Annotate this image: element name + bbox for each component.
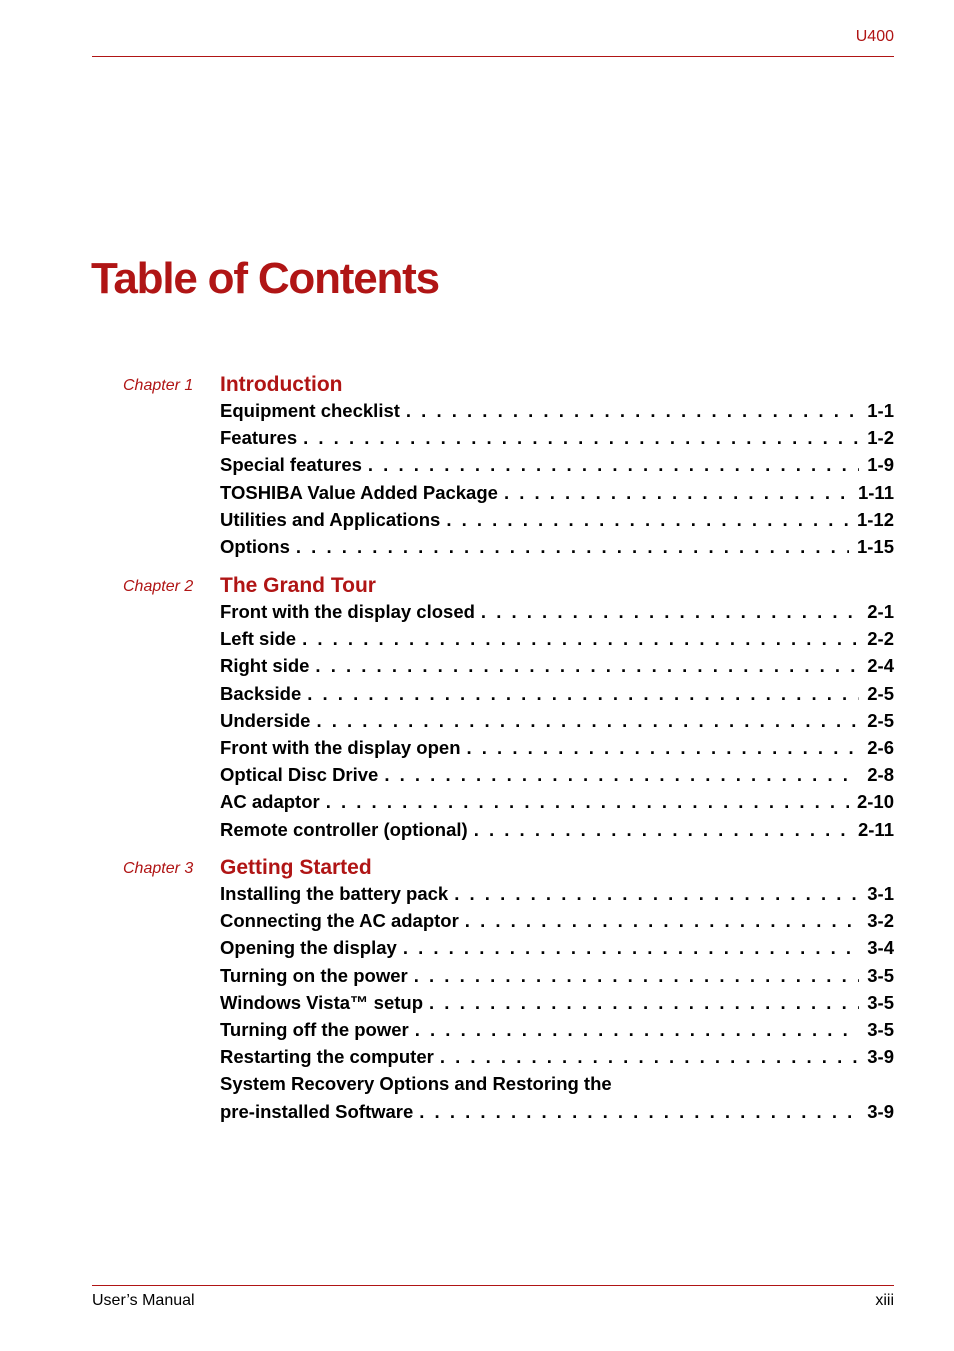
entry-list <box>220 400 894 563</box>
chapter-title[interactable]: The Grand Tour <box>220 574 376 597</box>
footer-manual-label: User’s Manual <box>92 1292 195 1309</box>
toc-page-number: 1-1 <box>867 400 894 421</box>
toc-entry-text: pre-installed Software <box>220 1100 414 1122</box>
chapter-label: Chapter 3 <box>123 860 194 877</box>
toc-entry[interactable] <box>220 737 894 764</box>
toc-entry-line[interactable]: System Recovery Options and Restoring the <box>220 1073 612 1095</box>
dot-leader <box>303 427 859 449</box>
toc-page-number: 2-2 <box>867 628 894 650</box>
toc-entry[interactable] <box>220 992 894 1019</box>
toc-entry[interactable] <box>220 883 894 910</box>
toc-entry[interactable] <box>220 710 894 737</box>
toc-entry-text: Windows Vista™ setup <box>220 991 424 1013</box>
header-rule <box>92 56 894 57</box>
toc-page-number: 2-5 <box>867 682 894 704</box>
toc-entry-text: Backside <box>220 682 302 704</box>
toc-page-number: 2-8 <box>867 764 894 786</box>
toc-entry-text: Features <box>220 427 298 449</box>
toc-page-number: 3-9 <box>867 1046 894 1068</box>
toc-page-number: 1-11 <box>857 481 894 503</box>
toc-entry[interactable] <box>220 655 894 682</box>
toc-page-number: 2-1 <box>867 601 894 622</box>
toc-entry[interactable] <box>220 937 894 964</box>
dot-leader <box>384 764 859 786</box>
toc-entry[interactable] <box>220 509 894 536</box>
dot-leader <box>474 819 850 841</box>
toc-entry[interactable] <box>220 683 894 710</box>
dot-leader <box>403 937 859 959</box>
toc-entry-text: Turning off the power <box>220 1018 409 1040</box>
dot-leader <box>406 400 859 422</box>
toc-entry-text: Underside <box>220 709 311 731</box>
dot-leader <box>481 601 859 623</box>
toc-page-number: 2-5 <box>867 709 894 731</box>
toc-entry-text: Equipment checklist <box>220 400 400 421</box>
dot-leader <box>429 992 859 1014</box>
toc-entry-text: Installing the battery pack <box>220 883 449 904</box>
dot-leader <box>467 737 860 759</box>
toc-page-number: 2-6 <box>867 736 894 758</box>
toc-entry-text: Left side <box>220 628 297 650</box>
entry-list <box>220 883 894 1128</box>
header-model: U400 <box>855 28 894 45</box>
toc-entry[interactable] <box>220 910 894 937</box>
toc-page-number: 3-5 <box>867 1018 894 1040</box>
dot-leader <box>316 710 859 732</box>
toc-page-number: 1-9 <box>867 454 894 476</box>
toc-entry-text: Front with the display closed <box>220 601 475 622</box>
chapter-label: Chapter 2 <box>123 578 194 595</box>
toc-entry-text: Opening the display <box>220 937 397 959</box>
toc-entry[interactable] <box>220 1046 894 1073</box>
toc-entry[interactable] <box>220 628 894 655</box>
toc-entry[interactable] <box>220 764 894 791</box>
dot-leader <box>302 628 859 650</box>
toc-entry-text: Turning on the power <box>220 964 408 986</box>
toc-page-number: 2-11 <box>857 818 894 840</box>
toc-page-number: 3-4 <box>867 937 894 959</box>
entry-list <box>220 601 894 846</box>
toc-page-number: 3-5 <box>867 964 894 986</box>
footer-rule <box>92 1285 894 1286</box>
toc-entry-text: Front with the display open <box>220 736 461 758</box>
chapter-title[interactable]: Introduction <box>220 373 343 396</box>
toc-entry[interactable] <box>220 536 894 563</box>
toc-page-number: 2-10 <box>856 791 894 813</box>
dot-leader <box>415 1019 860 1041</box>
dot-leader <box>307 683 859 705</box>
toc-page-number: 2-4 <box>867 655 894 677</box>
toc-entry[interactable] <box>220 819 894 846</box>
dot-leader <box>440 1046 859 1068</box>
toc-entry-text: Optical Disc Drive <box>220 764 379 786</box>
toc-entry-text: Connecting the AC adaptor <box>220 910 459 932</box>
toc-page-number: 3-1 <box>867 883 894 904</box>
chapter-title[interactable]: Getting Started <box>220 856 372 879</box>
toc-page-number: 3-2 <box>867 910 894 932</box>
toc-entry-text: Utilities and Applications <box>220 508 441 530</box>
dot-leader <box>315 655 859 677</box>
toc-entry-text: Remote controller (optional) <box>220 818 468 840</box>
dot-leader <box>326 791 849 813</box>
toc-entry[interactable] <box>220 400 894 427</box>
dot-leader <box>465 910 859 932</box>
toc-entry-text: TOSHIBA Value Added Package <box>220 481 498 503</box>
toc-entry[interactable] <box>220 1101 894 1128</box>
dot-leader <box>368 454 859 476</box>
toc-page-number: 1-15 <box>856 535 894 557</box>
dot-leader <box>414 965 860 987</box>
dot-leader <box>504 482 850 504</box>
toc-entry-text: Restarting the computer <box>220 1046 434 1068</box>
footer-page-number: xiii <box>875 1292 894 1309</box>
toc-page-number: 3-9 <box>867 1100 894 1122</box>
toc-entry-text: Options <box>220 535 290 557</box>
toc-entry[interactable] <box>220 965 894 992</box>
chapter-label: Chapter 1 <box>123 377 194 394</box>
toc-page-number: 3-5 <box>867 991 894 1013</box>
toc-entry-text: Right side <box>220 655 310 677</box>
toc-entry[interactable] <box>220 427 894 454</box>
toc-entry[interactable] <box>220 1019 894 1046</box>
dot-leader <box>296 536 849 558</box>
toc-page-number: 1-12 <box>856 508 894 530</box>
toc-entry[interactable] <box>220 454 894 481</box>
toc-entry[interactable] <box>220 601 894 628</box>
toc-entry-text: AC adaptor <box>220 791 320 813</box>
toc-page-number: 1-2 <box>867 427 894 449</box>
toc-entry[interactable] <box>220 482 894 509</box>
page-title: Table of Contents <box>91 254 439 303</box>
dot-leader <box>446 509 849 531</box>
toc-entry-text: Special features <box>220 454 362 476</box>
toc-entry[interactable] <box>220 791 894 818</box>
dot-leader <box>454 883 859 905</box>
dot-leader <box>419 1101 859 1123</box>
